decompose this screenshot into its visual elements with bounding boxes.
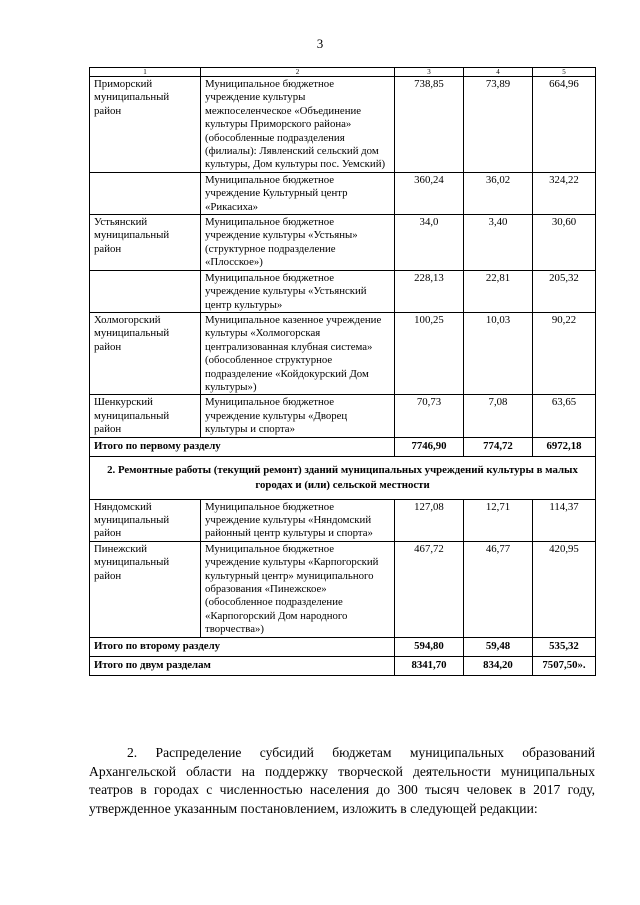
page-number: 3 bbox=[316, 36, 324, 51]
amount-total-cell: 127,08 bbox=[395, 499, 464, 541]
institution-cell: Муниципальное бюджетное учреждение культуры «Устьянский центр культуры» bbox=[201, 270, 395, 312]
amount-subsidy-cell: 205,32 bbox=[533, 270, 596, 312]
district-cell: Устьянский муниципальный район bbox=[90, 215, 201, 271]
amount-subsidy-cell: 324,22 bbox=[533, 172, 596, 214]
district-cell bbox=[90, 270, 201, 312]
amount-subsidy-cell: 664,96 bbox=[533, 77, 596, 173]
amount-total-cell: 228,13 bbox=[395, 270, 464, 312]
total-row-section1 bbox=[90, 437, 596, 456]
section-heading-row bbox=[90, 456, 596, 499]
total-label: Итого по двум разделам bbox=[90, 656, 395, 675]
total-amount-local: 59,48 bbox=[464, 637, 533, 656]
total-amount-local: 834,20 bbox=[464, 656, 533, 675]
total-amount-total: 8341,70 bbox=[395, 656, 464, 675]
table-row bbox=[90, 172, 596, 214]
amount-total-cell: 467,72 bbox=[395, 541, 464, 637]
table-row bbox=[90, 499, 596, 541]
column-number: 3 bbox=[395, 68, 464, 77]
subsidy-table bbox=[89, 67, 596, 676]
section-2-title: 2. Ремонтные работы (текущий ремонт) зданий муниципальных учреждений культуры в малых городах и (или) сельской местности bbox=[90, 456, 596, 499]
district-cell: Шенкурский муниципальный район bbox=[90, 395, 201, 437]
amount-subsidy-cell: 420,95 bbox=[533, 541, 596, 637]
amount-local-cell: 22,81 bbox=[464, 270, 533, 312]
column-number: 4 bbox=[464, 68, 533, 77]
total-amount-subsidy: 535,32 bbox=[533, 637, 596, 656]
column-number: 1 bbox=[90, 68, 201, 77]
total-label: Итого по первому разделу bbox=[90, 437, 395, 456]
amount-local-cell: 12,71 bbox=[464, 499, 533, 541]
amount-total-cell: 738,85 bbox=[395, 77, 464, 173]
district-cell: Приморский муниципальный район bbox=[90, 77, 201, 173]
amount-subsidy-cell: 63,65 bbox=[533, 395, 596, 437]
total-amount-subsidy: 6972,18 bbox=[533, 437, 596, 456]
institution-cell: Муниципальное бюджетное учреждение культуры «Няндомский районный центр культуры и спорта» bbox=[201, 499, 395, 541]
district-cell bbox=[90, 172, 201, 214]
total-amount-subsidy: 7507,50». bbox=[533, 656, 596, 675]
table-row bbox=[90, 215, 596, 271]
institution-cell: Муниципальное бюджетное учреждение культуры «Устьяны» (структурное подразделение «Плосское») bbox=[201, 215, 395, 271]
institution-cell: Муниципальное бюджетное учреждение культуры межпоселенческое «Объединение культуры Приморского района» (обособленные подразделения (филиалы): Лявленский сельский дом культуры, Дом культуры пос. Уемский) bbox=[201, 77, 395, 173]
amount-total-cell: 34,0 bbox=[395, 215, 464, 271]
column-number-row bbox=[90, 68, 596, 77]
amount-total-cell: 360,24 bbox=[395, 172, 464, 214]
column-number: 5 bbox=[533, 68, 596, 77]
table-row bbox=[90, 541, 596, 637]
total-amount-local: 774,72 bbox=[464, 437, 533, 456]
institution-cell: Муниципальное бюджетное учреждение Культурный центр «Рикасиха» bbox=[201, 172, 395, 214]
amount-subsidy-cell: 90,22 bbox=[533, 312, 596, 394]
institution-cell: Муниципальное казенное учреждение культуры «Холмогорская централизованная клубная система» (обособленное структурное подразделение «Койдокурский Дом культуры») bbox=[201, 312, 395, 394]
institution-cell: Муниципальное бюджетное учреждение культуры «Карпогорский культурный центр» муниципального образования «Пинежское» (обособленное подразделение «Карпогорский Дом народного творчества») bbox=[201, 541, 395, 637]
amount-local-cell: 46,77 bbox=[464, 541, 533, 637]
table-row bbox=[90, 395, 596, 437]
total-label: Итого по второму разделу bbox=[90, 637, 395, 656]
amount-subsidy-cell: 114,37 bbox=[533, 499, 596, 541]
total-row-both-sections bbox=[90, 656, 596, 675]
amount-local-cell: 36,02 bbox=[464, 172, 533, 214]
column-number: 2 bbox=[201, 68, 395, 77]
total-amount-total: 594,80 bbox=[395, 637, 464, 656]
amount-total-cell: 70,73 bbox=[395, 395, 464, 437]
total-amount-total: 7746,90 bbox=[395, 437, 464, 456]
institution-cell: Муниципальное бюджетное учреждение культуры «Дворец культуры и спорта» bbox=[201, 395, 395, 437]
paragraph-text: 2. Распределение субсидий бюджетам муниципальных образований Архангельской области на поддержку творческой деятельности муниципальных театров в городах с численностью населения до 300 тысяч человек в 2017 году, утвержденное указанным постановлением, изложить в следующей редакции: bbox=[89, 745, 595, 816]
amount-total-cell: 100,25 bbox=[395, 312, 464, 394]
amount-local-cell: 3,40 bbox=[464, 215, 533, 271]
table-row bbox=[90, 77, 596, 173]
district-cell: Няндомский муниципальный район bbox=[90, 499, 201, 541]
total-row-section2 bbox=[90, 637, 596, 656]
table-row bbox=[90, 312, 596, 394]
body-paragraph bbox=[89, 744, 595, 818]
table-row bbox=[90, 270, 596, 312]
district-cell: Пинежский муниципальный район bbox=[90, 541, 201, 637]
amount-local-cell: 7,08 bbox=[464, 395, 533, 437]
district-cell: Холмогорский муниципальный район bbox=[90, 312, 201, 394]
amount-local-cell: 73,89 bbox=[464, 77, 533, 173]
amount-local-cell: 10,03 bbox=[464, 312, 533, 394]
amount-subsidy-cell: 30,60 bbox=[533, 215, 596, 271]
